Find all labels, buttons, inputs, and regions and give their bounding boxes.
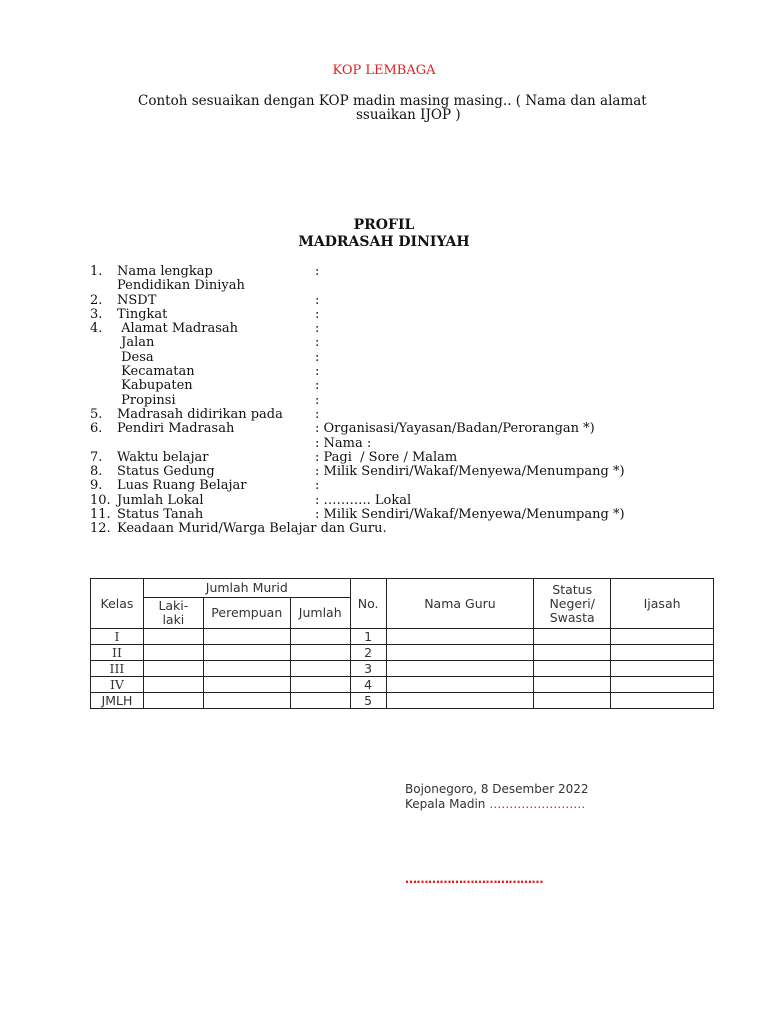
kelas-header: Kelas — [91, 579, 144, 629]
kop-note-line1: Contoh sesuaikan dengan KOP madin masing masing.. ( Nama dan alamat — [138, 93, 647, 109]
nama-guru-cell — [386, 645, 534, 661]
table-row — [91, 677, 714, 693]
nama-guru-cell — [386, 693, 534, 709]
kelas-cell: IV — [91, 677, 144, 693]
form-label: Pendidikan Diniyah — [117, 278, 245, 294]
form-label: Luas Ruang Belajar — [117, 478, 247, 494]
form-num: 4. — [90, 321, 103, 337]
laki-cell — [143, 693, 203, 709]
form-label: Propinsi — [117, 392, 176, 408]
perempuan-cell — [203, 693, 290, 709]
table-row — [91, 661, 714, 677]
no-cell: 3 — [350, 661, 386, 677]
form-label: Waktu belajar — [117, 449, 209, 465]
kop-note-line2: ssuaikan IJOP ) — [356, 107, 461, 123]
nama-guru-cell — [386, 661, 534, 677]
form-num: 8. — [90, 464, 103, 480]
status-cell — [534, 645, 611, 661]
form-num: 6. — [90, 421, 103, 437]
form-num: 9. — [90, 478, 103, 494]
perempuan-cell — [203, 629, 290, 645]
student-teacher-table — [90, 578, 714, 709]
perempuan-cell — [203, 677, 290, 693]
form-label: Nama lengkap — [117, 264, 213, 279]
page-subtitle: MADRASAH DINIYAH — [298, 234, 470, 250]
no-cell: 1 — [350, 629, 386, 645]
ijasah-header: Ijasah — [611, 579, 714, 629]
nama-guru-cell — [386, 677, 534, 693]
form-label: Tingkat — [117, 306, 168, 322]
kelas-cell: II — [91, 645, 144, 661]
perempuan-cell — [203, 661, 290, 677]
form-num: 1. — [90, 264, 103, 279]
form-value: : Milik Sendiri/Wakaf/Menyewa/Menumpang *) — [315, 464, 625, 480]
place-date: Bojonegoro, 8 Desember 2022 — [405, 782, 589, 796]
form-label: Kecamatan — [117, 364, 195, 380]
kepala-dots: …………………… — [489, 797, 586, 811]
form-label: NSDT — [117, 292, 157, 308]
ijasah-cell — [611, 661, 714, 677]
form-value: : — [315, 406, 320, 422]
no-header: No. — [350, 579, 386, 629]
laki-cell — [143, 661, 203, 677]
form-value: : — [315, 378, 320, 394]
form-value: : — [315, 292, 320, 308]
jumlah-cell — [290, 661, 350, 677]
form-label: Kabupaten — [117, 378, 193, 394]
kepala-label: Kepala Madin — [405, 797, 490, 811]
no-cell: 2 — [350, 645, 386, 661]
form-value: : — [315, 321, 320, 337]
nama-guru-cell — [386, 629, 534, 645]
form-label: Jalan — [117, 335, 155, 351]
form-value: : — [315, 264, 320, 279]
form-label: Keadaan Murid/Warga Belajar dan Guru. — [117, 521, 387, 537]
form-num: 12. — [90, 521, 111, 537]
laki-cell — [143, 677, 203, 693]
form-value: : — [315, 364, 320, 380]
ijasah-cell — [611, 693, 714, 709]
signature-line: ……………………………… — [405, 872, 543, 886]
form-value: : — [315, 349, 320, 365]
form-value: : Organisasi/Yayasan/Badan/Perorangan *) — [315, 421, 595, 437]
kelas-cell: I — [91, 629, 144, 645]
form-label: Madrasah didirikan pada — [117, 406, 283, 422]
form-label: Jumlah Lokal — [117, 492, 204, 508]
form-value: : ……….. Lokal — [315, 492, 412, 508]
jumlah-cell — [290, 693, 350, 709]
laki-cell — [143, 645, 203, 661]
table-row — [91, 629, 714, 645]
table-row — [91, 645, 714, 661]
jumlah-cell — [290, 677, 350, 693]
status-cell — [534, 661, 611, 677]
status-header: Status Negeri/ Swasta — [534, 579, 611, 629]
kepala-madin — [405, 797, 585, 811]
perempuan-cell — [203, 645, 290, 661]
form-value: : — [315, 392, 320, 408]
form-value: : Nama : — [315, 435, 372, 451]
form-num: 3. — [90, 306, 103, 322]
form-num: 11. — [90, 507, 111, 523]
jumlah-cell — [290, 629, 350, 645]
form-label: Pendiri Madrasah — [117, 421, 235, 437]
nama-guru-header: Nama Guru — [386, 579, 534, 629]
status-cell — [534, 629, 611, 645]
form-value: : Pagi / Sore / Malam — [315, 449, 458, 465]
status-cell — [534, 677, 611, 693]
form-value: : — [315, 478, 320, 494]
form-label: Status Tanah — [117, 507, 204, 523]
form-label: Desa — [117, 349, 154, 365]
ijasah-cell — [611, 677, 714, 693]
jumlah-cell — [290, 645, 350, 661]
perempuan-header: Perempuan — [203, 598, 290, 629]
form-label: Status Gedung — [117, 464, 215, 480]
form-num: 5. — [90, 406, 103, 422]
laki-header: Laki- laki — [143, 598, 203, 629]
kop-lembaga: KOP LEMBAGA — [332, 63, 436, 78]
table-row — [91, 693, 714, 709]
no-cell: 4 — [350, 677, 386, 693]
form-num: 2. — [90, 292, 103, 308]
no-cell: 5 — [350, 693, 386, 709]
status-cell — [534, 693, 611, 709]
form-label: Alamat Madrasah — [117, 321, 239, 337]
form-value: : — [315, 306, 320, 322]
form-num: 7. — [90, 449, 103, 465]
jumlah-murid-header: Jumlah Murid — [143, 579, 350, 598]
laki-cell — [143, 629, 203, 645]
form-value: : Milik Sendiri/Wakaf/Menyewa/Menumpang *) — [315, 507, 625, 523]
form-num: 10. — [90, 492, 111, 508]
ijasah-cell — [611, 645, 714, 661]
kelas-cell: III — [91, 661, 144, 677]
kelas-cell: JMLH — [91, 693, 144, 709]
jumlah-header: Jumlah — [290, 598, 350, 629]
ijasah-cell — [611, 629, 714, 645]
form-value: : — [315, 335, 320, 351]
page-title: PROFIL — [353, 217, 415, 233]
